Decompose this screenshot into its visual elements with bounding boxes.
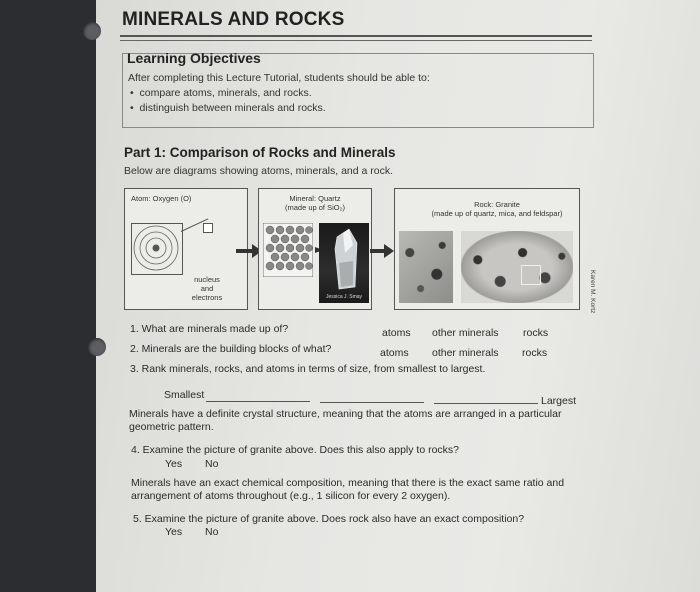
question-3: 3. Rank minerals, rocks, and atoms in terms of size, from smallest to largest.	[130, 363, 486, 375]
bullet: •	[130, 87, 140, 99]
paragraph-crystal-structure	[129, 408, 561, 434]
granite-sample-photo	[461, 231, 573, 303]
paragraph-line: Minerals have an exact chemical composition, meaning that there is the exact same ratio and	[131, 477, 565, 489]
answer-blank-1[interactable]	[206, 401, 310, 402]
rock-box	[394, 188, 580, 310]
q2-option-rocks: rocks	[522, 347, 548, 359]
nucleus-label	[187, 275, 227, 302]
nucleus-label-line: and	[200, 284, 214, 293]
paragraph-line: Minerals have a definite crystal structure, meaning that the atoms are arranged in a particular	[129, 408, 562, 420]
smallest-label: Smallest	[164, 389, 205, 401]
mineral-label-line: Mineral: Quartz	[289, 194, 341, 203]
answer-blank-3[interactable]	[434, 403, 538, 404]
atom-small-square	[203, 223, 213, 233]
quartz-lattice-icon	[263, 223, 313, 277]
objective-text: compare atoms, minerals, and rocks.	[139, 87, 312, 99]
objective-bullet-1	[130, 87, 312, 99]
q5-yes: Yes	[165, 526, 183, 538]
granite-zoom-square	[521, 265, 541, 285]
question-5: 5. Examine the picture of granite above. Does rock also have an exact composition?	[133, 513, 525, 525]
largest-label: Largest	[541, 395, 577, 407]
page-title: MINERALS AND ROCKS	[122, 9, 345, 30]
q2-option-other-minerals: other minerals	[432, 347, 499, 359]
mineral-label	[263, 194, 367, 212]
q1-option-atoms: atoms	[382, 327, 411, 339]
nucleus-label-line: nucleus	[194, 275, 220, 284]
objectives-heading: Learning Objectives	[127, 50, 261, 66]
rock-label-line: (made up of quartz, mica, and feldspar)	[431, 209, 563, 218]
objective-text: distinguish between minerals and rocks.	[139, 102, 326, 114]
q5-no: No	[205, 526, 219, 538]
oxygen-atom-rings-icon	[131, 223, 181, 273]
atoms-minerals-rocks-diagram	[124, 188, 580, 312]
atom-box	[124, 188, 248, 310]
q4-yes: Yes	[165, 458, 183, 470]
quartz-crystal-icon	[319, 223, 369, 303]
question-2: 2. Minerals are the building blocks of what?	[130, 343, 332, 355]
q2-option-atoms: atoms	[380, 347, 409, 359]
mineral-box	[258, 188, 372, 310]
rock-label-line: Rock: Granite	[474, 200, 520, 209]
objectives-intro: After completing this Lecture Tutorial, students should be able to:	[128, 72, 430, 84]
granite-closeup-photo	[399, 231, 453, 303]
answer-blank-2[interactable]	[320, 402, 424, 403]
q1-option-rocks: rocks	[523, 327, 549, 339]
part1-intro: Below are diagrams showing atoms, minerals, and a rock.	[124, 165, 394, 177]
q4-no: No	[205, 458, 219, 470]
title-rule	[120, 35, 592, 37]
mineral-label-line: (made up of SiO₂)	[284, 203, 346, 212]
rock-label	[415, 200, 579, 218]
objective-bullet-2	[130, 102, 326, 114]
atom-label: Atom: Oxygen (O)	[131, 194, 192, 203]
photo-credit: Jessica J. Smay	[325, 294, 363, 300]
q1-option-other-minerals: other minerals	[432, 327, 499, 339]
binder-hole-middle	[88, 338, 106, 356]
part1-heading: Part 1: Comparison of Rocks and Minerals	[124, 145, 396, 160]
quartz-crystal-photo	[319, 223, 369, 303]
binder-hole-top	[83, 22, 101, 40]
paragraph-chemical-composition	[131, 477, 564, 503]
question-4: 4. Examine the picture of granite above. Does this also apply to rocks?	[131, 444, 460, 456]
side-credit: Karen M. Kortz	[589, 270, 596, 314]
paragraph-line: arrangement of atoms throughout (e.g., 1 silicon for every 2 oxygen).	[131, 490, 451, 502]
bullet: •	[130, 102, 140, 114]
nucleus-label-line: electrons	[191, 293, 223, 302]
title-rule-thin	[120, 40, 592, 41]
arrow-right-icon	[370, 244, 394, 258]
question-1: 1. What are minerals made up of?	[130, 323, 289, 335]
paragraph-line: geometric pattern.	[129, 421, 214, 433]
